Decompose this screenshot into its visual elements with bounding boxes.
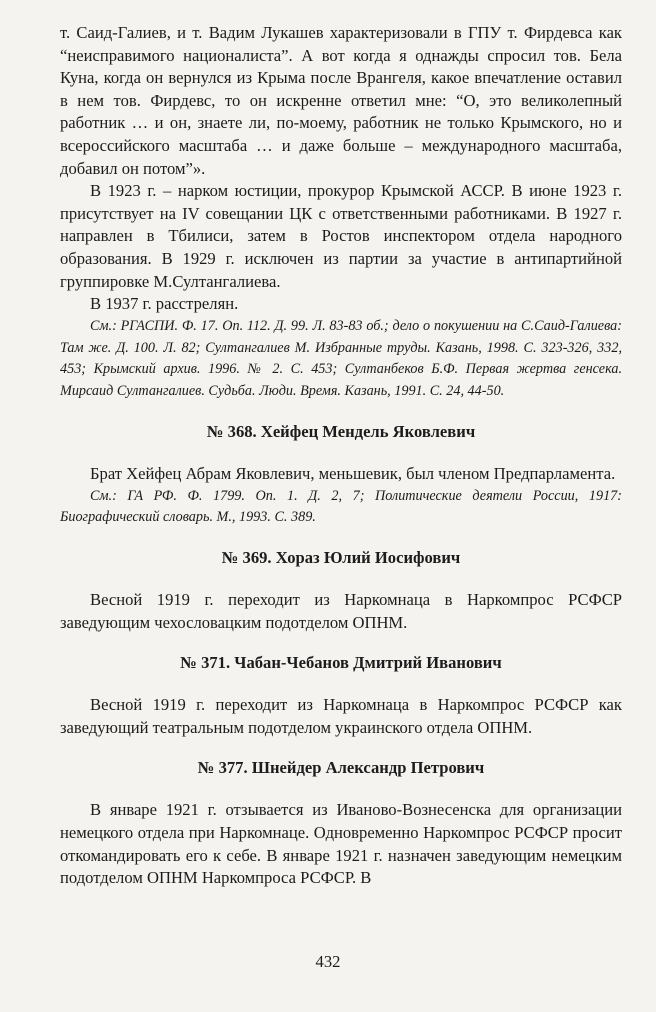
entry-text-371: Весной 1919 г. переходит из Наркомнаца в Наркомпрос РСФСР как заведующий театральным подотделом украинского отдела ОПНМ.	[60, 695, 622, 737]
paragraph-2: В 1923 г. – нарком юстиции, прокурор Крымской АССР. В июне 1923 г. присутствует на IV совещании ЦК с ответственными работниками. В 1927 г. направлен в Тбилиси, затем в Ростов инспектором отдела народного образования. В 1929 г. исключен из партии за участие в антипартийной группировке М.Султангалиева.	[60, 181, 622, 291]
page-number: 432	[315, 952, 341, 971]
entry-text-377: В январе 1921 г. отзывается из Иваново-Вознесенска для организации немецкого отдела при Наркомнаце. Одновременно Наркомпрос РСФСР просит откомандировать его к себе. В январе 1921 г. назначен заведующим немецким подотделом ОПНМ Наркомпроса РСФСР. В	[60, 800, 622, 888]
entry-heading-371: № 371. Чабан-Чебанов Дмитрий Иванович	[180, 653, 502, 673]
paragraph-1: т. Саид-Галиев, и т. Вадим Лукашев характеризовали в ГПУ т. Фирдевса как “неисправимого националиста”. А вот когда я однажды спросил тов. Бела Куна, когда он вернулся из Крыма после Врангеля, какое впечатление оставил в нем тов. Фирдевс, то он искренне ответил мне: “О, это великолепный работник … и он, знаете ли, по-моему, работник не только Крымского, но и всероссийского масштаба … и даже больше – международного масштаба, добавил он потом”».	[60, 23, 622, 178]
paragraph-3: В 1937 г. расстрелян.	[90, 294, 239, 314]
entry-heading-368: № 368. Хейфец Мендель Яковлевич	[206, 421, 476, 441]
entry-source-368: См.: ГА РФ. Ф. 1799. Оп. 1. Д. 2, 7; Политические деятели России, 1917: Биографический словарь. М., 1993. С. 389.	[60, 487, 622, 526]
entry-text-369: Весной 1919 г. переходит из Наркомнаца в Наркомпрос РСФСР заведующим чехословацким подотделом ОПНМ.	[60, 590, 622, 632]
entry-heading-377: № 377. Шнейдер Александр Петрович	[197, 758, 485, 778]
entry-heading-369: № 369. Хораз Юлий Иосифович	[221, 548, 461, 568]
source-note-1: См.: РГАСПИ. Ф. 17. Оп. 112. Д. 99. Л. 83-83 об.; дело о покушении на С.Саид-Галиева: Там же. Д. 100. Л. 82; Султангалиев М. Избранные труды. Казань, 1998. С. 323-326, 332, 453; Крымский архив. 1996. № 2. С. 453; Султанбеков Б.Ф. Первая жертва генсека. Мирсаид Султангалиев. Судьба. Люди. Время. Казань, 1991. С. 24, 44-50.	[60, 317, 622, 400]
page-body	[60, 22, 622, 890]
entry-text-368: Брат Хейфец Абрам Яковлевич, меньшевик, был членом Предпарламента.	[90, 463, 616, 483]
